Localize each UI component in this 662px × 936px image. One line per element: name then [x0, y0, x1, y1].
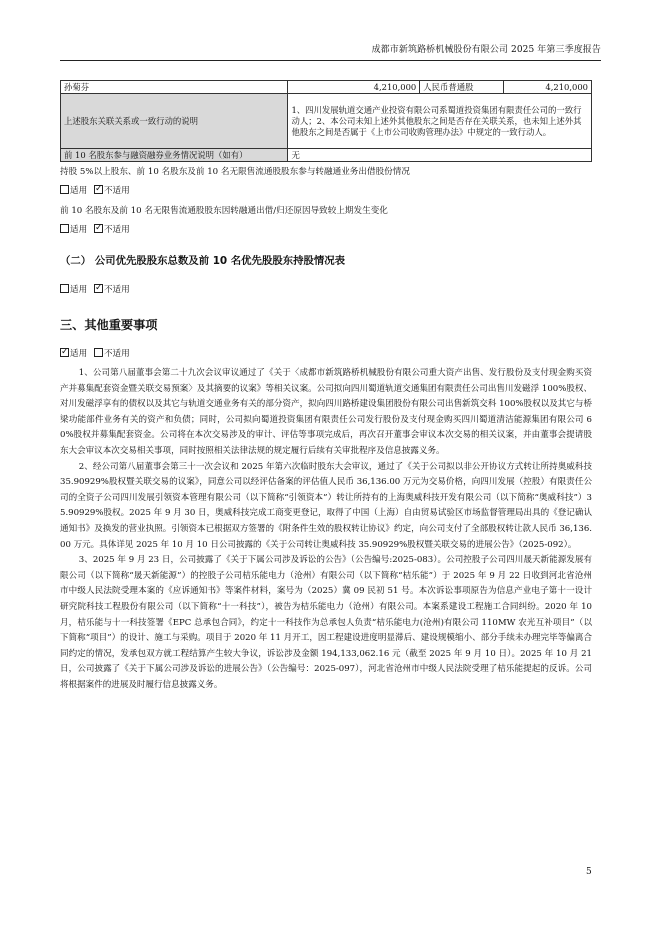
margin-trading-label-cell: 前 10 名股东参与融资融券业务情况说明（如有）	[61, 149, 288, 162]
share-count-cell: 4,210,000	[504, 81, 592, 94]
paragraph: 1、公司第八届董事会第二十九次会议审议通过了《关于〈成都市新筑路桥机械股份有限公司重大资产出售、发行股份及支付现金购买资产并募集配套资金暨关联交易预案〉及其摘要的议案》等相关议案。公司拟向四川蜀道轨道交通集团有限责任公司出售川发磁浮 100%股权、对川发磁浮享有的债权以及其它与轨道交通业务有关的部分资产，拟向四川路桥建设集团股份有限公司出售新筑交科 100%股权以及其它与桥梁功能部件业务有关的资产和负债；同时，公司拟向蜀道投资集团有限责任公司发行股份及支付现金购买四川蜀道清洁能源集团有限公司 60%股权并募集配套资金。公司将在本次交易涉及的审计、评估等事项完成后，再次召开董事会审议本次交易的相关议案，并由董事会提请股东大会审议本次交易相关事项，同时按照相关法律法规的规定履行后续有关审批程序及信息披露义务。	[60, 368, 592, 456]
running-header: 成都市新筑路桥机械股份有限公司 2025 年第三季度报告	[371, 45, 601, 55]
header-divider	[60, 60, 601, 61]
preferred-shares-heading: （二） 公司优先股股东总数及前 10 名优先股股东持股情况表	[60, 255, 346, 267]
top10-change-question: 前 10 名股东及前 10 名无限售流通股股东因转融通出借/归还原因导致较上期发生变化	[60, 206, 388, 216]
paragraph: 2、经公司第八届董事会第三十一次会议和 2025 年第六次临时股东大会审议，通过了《关于公司拟以非公开协议方式转让所持奥威科技 35.90929%股权暨关联交易的议案》，同意公司以经评估备案的评估值人民币 36,136.00 万元为交易价格，向四川发展（控股）有限责任公司的全资子公司四川发展引领资本管理有限公司（以下简称“引领资本”）转让所持有的上海奥威科技开发有限公司（以下简称“奥威科技”）35.90929%股权。2025 年 9 月 30 日，奥威科技完成工商变更登记，取得了中国（上海）自由贸易试验区市场监督管理局出具的《登记确认通知书》及换发的营业执照。引领资本已根据双方签署的《附条件生效的股权转让协议》约定，向公司支付了全部股权转让款人民币 36,136.00 万元。具体详见 2025 年 10 月 10 日公司披露的《关于公司转让奥威科技 35.90929%股权暨关联交易的进展公告》（2025-092）。	[60, 461, 592, 550]
share-type-cell: 人民币普通股	[420, 81, 504, 94]
page-number: 5	[586, 867, 592, 877]
margin-lending-question: 持股 5%以上股东、前 10 名股东及前 10 名无限售流通股股东参与转融通业务出借股份情况	[60, 167, 410, 177]
paragraph: 3、2025 年 9 月 23 日，公司披露了《关于下属公司涉及诉讼的公告》（公告编号:2025-083）。公司控股子公司四川晟天新能源发展有限公司（以下简称“晟天新能源”）的控股子公司桔乐能电力（沧州）有限公司（以下简称“桔乐能”）于 2025 年 9 月 22 日收到河北省沧州市中级人民法院受理本案的《应诉通知书》等案件材料，案号为（2025）冀 09 民初 51 号。本次诉讼事项原告为信息产业电子第十一设计研究院科技工程股份有限公司（以下简称“十一科技”），被告为桔乐能电力（沧州）有限公司。本案系建设工程施工合同纠纷。2020 年 10 月，桔乐能与十一科技签署《EPC 总承包合同》，约定十一科技作为总承包人负责“桔乐能电力(沧州)有限公司 110MW 农光互补项目”（以下简称“项目”）的设计、施工与采购。项目于 2020 年 11 月开工，因工程建设进度明显滞后、建设规模缩小、部分手续未办理完毕等偏离合同约定的情况，发承包双方就工程结算产生较大争议，诉讼涉及金额 194,133,062.16 元（截至 2025 年 9 月 10 日）。2025 年 10 月 21 日，公司披露了《关于下属公司涉及诉讼的进展公告》（公告编号：2025-097），河北省沧州市中级人民法院受理了桔乐能提起的反诉。公司将根据案件的进展及时履行信息披露义务。	[60, 555, 592, 690]
checked-checkbox-icon	[60, 348, 69, 357]
option-no-label: 不适用	[103, 349, 130, 359]
other-matters-options	[60, 348, 600, 360]
holder-name-cell: 孙菊芬	[61, 81, 288, 94]
section-heading: 三、其他重要事项	[60, 318, 158, 332]
preferred-shares-options	[60, 284, 600, 296]
table-row	[61, 81, 592, 94]
checkbox-icon	[60, 185, 69, 194]
holder-shares-cell: 4,210,000	[288, 81, 420, 94]
option-no-label: 不适用	[103, 285, 130, 295]
relationship-text: 1、四川发展轨道交通产业投资有限公司系蜀道投资集团有限责任公司的一致行动人；2、本公司未知上述外其他股东之间是否存在关联关系，也未知上述外其他股东之间是否属于《上市公司收购管理办法》中规定的一致行动人。	[291, 104, 582, 137]
shareholders-table	[60, 80, 592, 162]
option-yes-label: 适用	[70, 285, 88, 295]
checked-checkbox-icon	[94, 284, 103, 293]
table-row	[61, 94, 592, 149]
option-no-label: 不适用	[103, 186, 130, 196]
top10-change-options	[60, 224, 600, 236]
checked-checkbox-icon	[94, 185, 103, 194]
option-no-label: 不适用	[103, 225, 130, 235]
option-yes-label: 适用	[70, 186, 88, 196]
option-yes-label: 适用	[70, 225, 88, 235]
relationship-label-cell: 上述股东关联关系或一致行动的说明	[61, 94, 288, 149]
table-row	[61, 149, 592, 162]
checkbox-icon	[60, 224, 69, 233]
checked-checkbox-icon	[94, 224, 103, 233]
checkbox-icon	[94, 348, 103, 357]
relationship-value-cell	[288, 94, 592, 149]
option-yes-label: 适用	[70, 349, 88, 359]
other-matters-body	[60, 366, 592, 693]
margin-trading-value-cell: 无	[288, 149, 592, 162]
margin-lending-options	[60, 185, 600, 197]
checkbox-icon	[60, 284, 69, 293]
